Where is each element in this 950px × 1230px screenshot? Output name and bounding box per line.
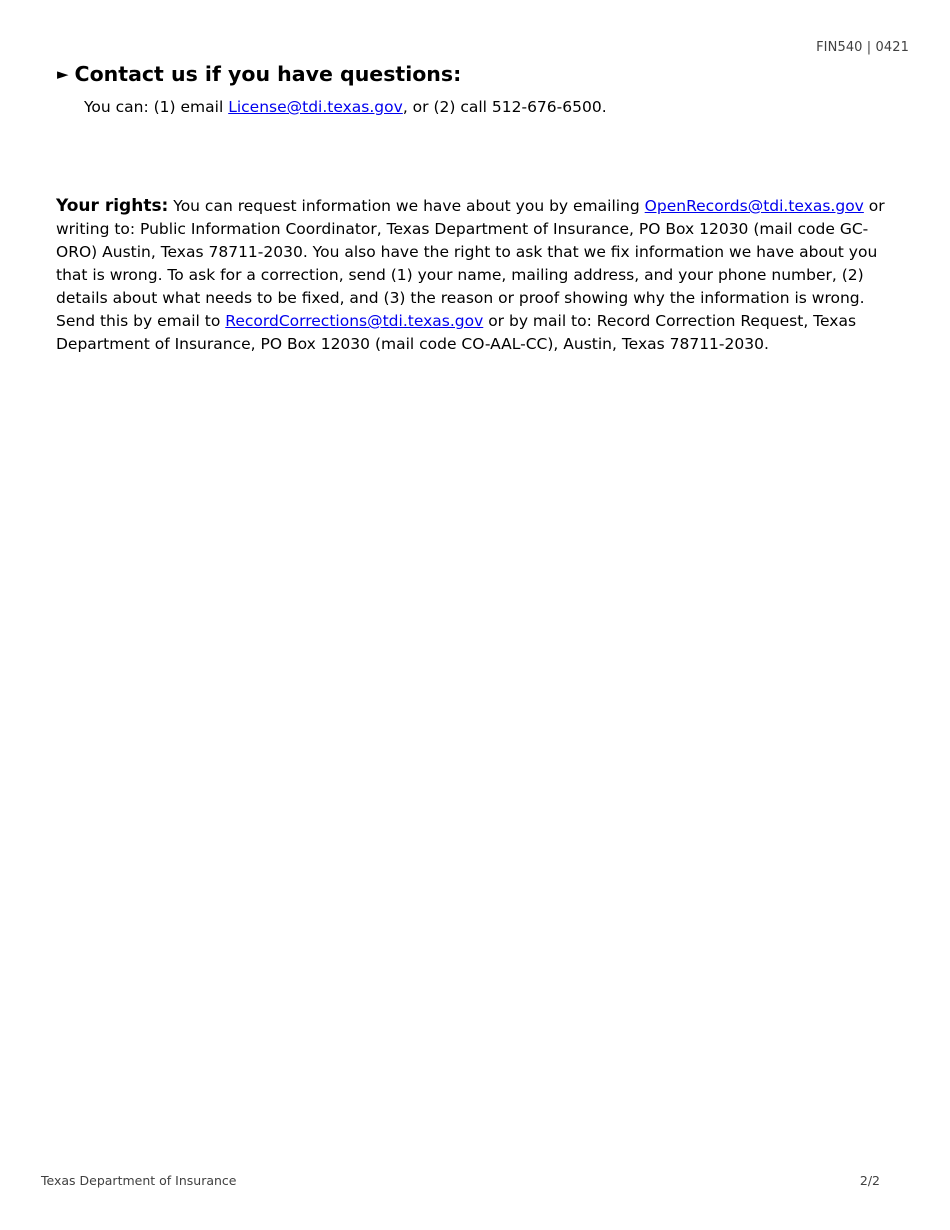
contact-heading: [57, 60, 461, 88]
footer-page-number: 2/2: [859, 1173, 880, 1188]
contact-line-suffix: , or (2) call 512-676-6500.: [402, 98, 607, 116]
rights-text-1: You can request information we have about you by emailing: [168, 197, 645, 215]
contact-line-prefix: You can: (1) email: [84, 98, 229, 116]
open-records-email-link[interactable]: OpenRecords@tdi.texas.gov: [644, 197, 864, 215]
form-code: FIN540 | 0421: [816, 40, 909, 55]
rights-label: Your rights:: [56, 196, 169, 216]
rights-text-3: or by mail to: Record Correction Request, Texas Department of Insurance, PO Box 12030 (mail code CO-AAL-CC), Austin, Texas 78711-2030.: [56, 312, 857, 353]
license-email-link[interactable]: License@tdi.texas.gov: [228, 98, 403, 116]
footer-organization: Texas Department of Insurance: [41, 1173, 237, 1188]
contact-line: [84, 96, 607, 119]
arrow-right-icon: ►: [57, 65, 69, 83]
rights-paragraph: [56, 195, 894, 356]
record-corrections-email-link[interactable]: RecordCorrections@tdi.texas.gov: [225, 312, 484, 330]
contact-heading-text: Contact us if you have questions:: [74, 62, 462, 86]
rights-text-2: or writing to: Public Information Coordinator, Texas Department of Insurance, PO Box 12030 (mail code GC-ORO) Austin, Texas 78711-2030. You also have the right to ask that we fix information we have about you that is wrong. To ask for a correction, send (1) your name, mailing address, and your phone number, (2) details about what needs to be fixed, and (3) the reason or proof showing why the information is wrong. Send this by email to: [56, 197, 885, 330]
